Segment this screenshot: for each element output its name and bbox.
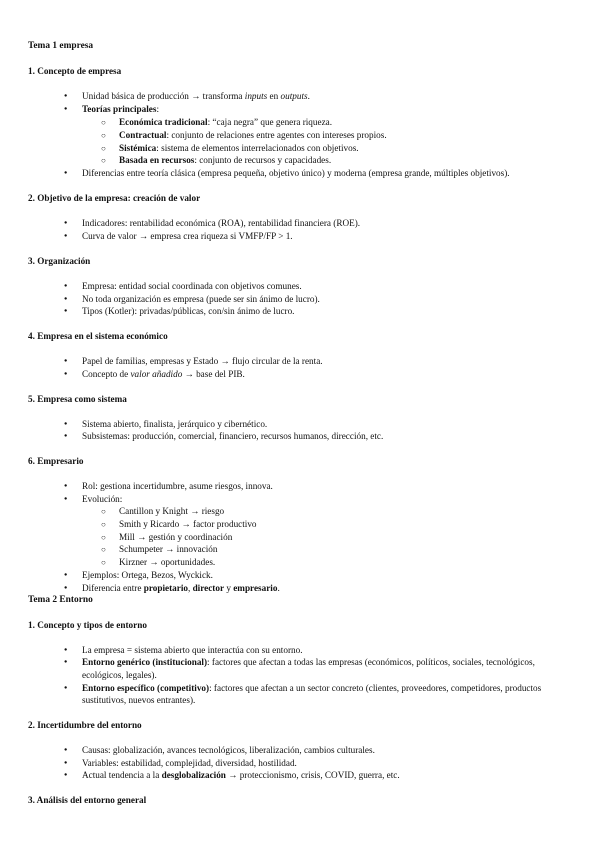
text-run: : conjunto de relaciones entre agentes con intereses propios.	[166, 130, 387, 140]
line-text	[82, 419, 267, 430]
text-run: Mill → gestión y coordinación	[119, 532, 233, 542]
line-text	[82, 431, 383, 442]
line-text	[119, 532, 232, 543]
text-run: Curva de valor → empresa crea riqueza si VMFP/FP > 1.	[82, 231, 293, 241]
sub-bullet-icon: ○	[101, 144, 106, 153]
line-text	[28, 456, 83, 467]
line-text	[28, 720, 142, 731]
line-text	[82, 758, 297, 769]
line-text	[119, 519, 257, 530]
text-run: Empresa: entidad social coordinada con objetivos comunes.	[82, 281, 302, 291]
bullet-icon: ●	[64, 283, 68, 289]
line-text	[82, 231, 293, 242]
text-run: Indicadores: rentabilidad económica (ROA), rentabilidad financiera (ROE).	[82, 218, 361, 228]
line-text	[82, 494, 122, 505]
bullet-icon: ●	[64, 93, 68, 99]
text-run: Papel de familias, empresas y Estado → flujo circular de la renta.	[82, 356, 323, 366]
text-run: 1. Concepto y tipos de entorno	[28, 620, 147, 630]
text-run: Tipos (Kotler): privadas/públicas, con/sin ánimo de lucro.	[82, 306, 295, 316]
line-text	[119, 117, 332, 128]
line-text	[119, 544, 218, 555]
line-text	[28, 331, 168, 342]
bullet-icon: ●	[64, 296, 68, 302]
bold-text: propietario	[143, 583, 188, 593]
text-run: Smith y Ricardo → factor productivo	[119, 519, 257, 529]
line-text	[82, 218, 360, 229]
bullet-icon: ●	[64, 170, 68, 176]
text-run: Variables: estabilidad, complejidad, diversidad, hostilidad.	[82, 758, 297, 768]
italic-text: outputs	[280, 91, 308, 101]
sub-bullet-icon: ○	[101, 131, 106, 140]
line-text	[28, 193, 200, 204]
text-run: 5. Empresa como sistema	[28, 394, 127, 404]
text-run: Tema 2 Entorno	[28, 595, 93, 605]
text-run: → base del PIB.	[182, 369, 245, 379]
italic-text: inputs	[244, 91, 268, 101]
bullet-icon: ●	[64, 220, 68, 226]
text-run: Evolución:	[82, 494, 123, 504]
line-text	[82, 770, 400, 781]
text-run: : factores que afectan a un sector concreto (clientes, proveedores, competidores, productos	[209, 683, 542, 693]
line-text	[82, 481, 273, 492]
line-text	[119, 143, 359, 154]
bullet-icon: ●	[64, 483, 68, 489]
sub-bullet-icon: ○	[101, 118, 106, 127]
line-text	[82, 91, 310, 102]
bullet-icon: ●	[64, 233, 68, 239]
bullet-icon: ●	[64, 647, 68, 653]
bullet-icon: ●	[64, 421, 68, 427]
text-run: Causas: globalización, avances tecnológicos, liberalización, cambios culturales.	[82, 745, 375, 755]
text-run: .	[307, 91, 310, 101]
bullet-icon: ●	[64, 760, 68, 766]
text-run: 4. Empresa en el sistema económico	[28, 331, 168, 341]
bullet-icon: ●	[64, 358, 68, 364]
text-run: Schumpeter → innovación	[119, 544, 218, 554]
text-run: Subsistemas: producción, comercial, financiero, recursos humanos, dirección, etc.	[82, 431, 384, 441]
line-text	[82, 104, 159, 115]
text-run: ecológicos, legales).	[82, 670, 157, 680]
text-run: : “caja negra” que genera riqueza.	[207, 117, 333, 127]
line-text	[82, 695, 195, 706]
bold-text: empresario	[233, 583, 278, 593]
line-text	[119, 557, 215, 568]
bullet-icon: ●	[64, 572, 68, 578]
text-run: : sistema de elementos interrelacionados con objetivos.	[156, 143, 359, 153]
text-run: : conjunto de recursos y capacidades.	[194, 155, 332, 165]
bold-text: director	[192, 583, 225, 593]
line-text	[82, 570, 213, 581]
text-run: Cantillon y Knight → riesgo	[119, 506, 225, 516]
line-text	[82, 356, 323, 367]
bullet-icon: ●	[64, 371, 68, 377]
bullet-icon: ●	[64, 585, 68, 591]
bullet-icon: ●	[64, 772, 68, 778]
line-text	[82, 369, 245, 380]
sub-bullet-icon: ○	[101, 533, 106, 542]
line-text	[82, 657, 535, 668]
line-text	[28, 795, 146, 806]
line-text	[119, 506, 224, 517]
bold-text: Entorno genérico (institucional)	[82, 657, 208, 667]
text-run: 6. Empresario	[28, 456, 84, 466]
text-run: 3. Análisis del entorno general	[28, 795, 147, 805]
text-run: : factores que afectan a todas las empresas (económicos, políticos, sociales, tecnológicos,	[207, 657, 535, 667]
line-text	[82, 306, 294, 317]
sub-bullet-icon: ○	[101, 156, 106, 165]
line-text	[82, 745, 375, 756]
text-run: 1. Concepto de empresa	[28, 66, 122, 76]
bold-text: Teorías principales	[82, 104, 157, 114]
bold-text: Económica tradicional	[119, 117, 208, 127]
sub-bullet-icon: ○	[101, 520, 106, 529]
bold-text: desglobalización	[161, 770, 226, 780]
text-run: sustitutivos, nuevos entrantes).	[82, 695, 196, 705]
bold-text: Entorno específico (competitivo)	[82, 683, 210, 693]
text-run: Diferencia entre	[82, 583, 144, 593]
text-run: Concepto de	[82, 369, 131, 379]
text-run: La empresa = sistema abierto que interactúa con su entorno.	[82, 645, 303, 655]
line-text	[82, 583, 280, 594]
line-text	[82, 670, 157, 681]
text-run: → proteccionismo, crisis, COVID, guerra, etc.	[225, 770, 400, 780]
text-run: Diferencias entre teoría clásica (empresa pequeña, objetivo único) y moderna (empresa grande, múltiples objetivos).	[82, 168, 510, 178]
text-run: No toda organización es empresa (puede ser sin ánimo de lucro).	[82, 294, 320, 304]
bold-text: Contractual	[119, 130, 167, 140]
text-run: 2. Incertidumbre del entorno	[28, 720, 142, 730]
sub-bullet-icon: ○	[101, 558, 106, 567]
sub-bullet-icon: ○	[101, 545, 106, 554]
line-text	[28, 41, 93, 52]
italic-text: valor añadido	[130, 369, 183, 379]
text-run: en	[267, 91, 281, 101]
line-text	[28, 394, 127, 405]
bullet-icon: ●	[64, 106, 68, 112]
line-text	[28, 256, 90, 267]
bold-text: Basada en recursos	[119, 155, 195, 165]
line-text	[28, 620, 147, 631]
bullet-icon: ●	[64, 659, 68, 665]
bold-text: Sistémica	[119, 143, 157, 153]
text-run: Kirzner → oportunidades.	[119, 557, 216, 567]
line-text	[82, 683, 541, 694]
text-run: .	[277, 583, 280, 593]
line-text	[82, 645, 303, 656]
bullet-icon: ●	[64, 747, 68, 753]
line-text	[28, 66, 121, 77]
text-run: 2. Objetivo de la empresa: creación de valor	[28, 193, 201, 203]
bullet-icon: ●	[64, 685, 68, 691]
text-run: Ejemplos: Ortega, Bezos, Wyckick.	[82, 570, 213, 580]
bullet-icon: ●	[64, 433, 68, 439]
line-text	[119, 130, 387, 141]
text-run: Unidad básica de producción → transforma	[82, 91, 245, 101]
text-run: Sistema abierto, finalista, jerárquico y cibernético.	[82, 419, 268, 429]
bullet-icon: ●	[64, 308, 68, 314]
text-run: y	[224, 583, 234, 593]
text-run: 3. Organización	[28, 256, 91, 266]
line-text	[28, 595, 93, 606]
text-run: Tema 1 empresa	[28, 41, 94, 51]
text-run: Rol: gestiona incertidumbre, asume riesgos, innova.	[82, 481, 273, 491]
line-text	[119, 155, 331, 166]
text-run: ,	[187, 583, 193, 593]
line-text	[82, 281, 302, 292]
bullet-icon: ●	[64, 496, 68, 502]
sub-bullet-icon: ○	[101, 507, 106, 516]
line-text	[82, 294, 320, 305]
text-run: :	[156, 104, 160, 114]
text-run: Actual tendencia a la	[82, 770, 162, 780]
line-text	[82, 168, 510, 179]
